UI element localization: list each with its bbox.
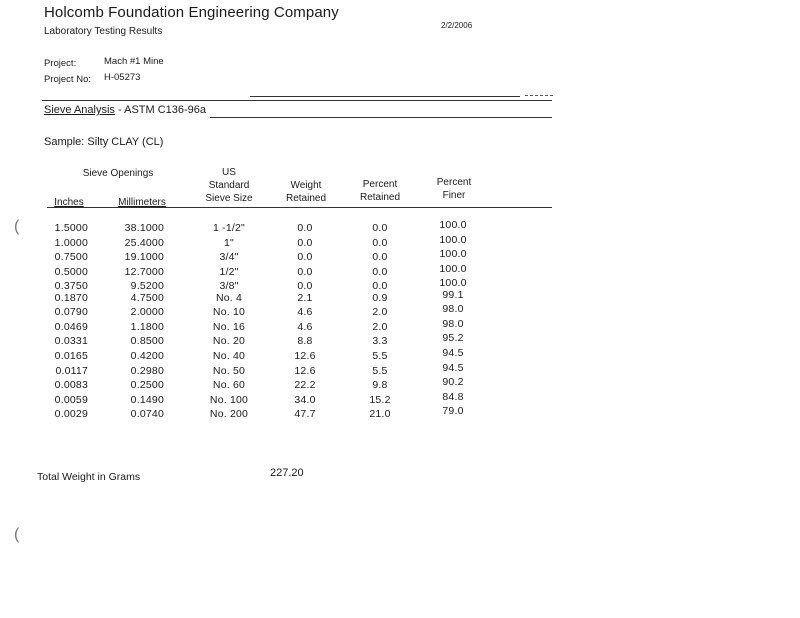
cell-inches: 1.5000 [54, 222, 88, 234]
cell-percent-retained: 3.3 [372, 335, 388, 348]
header-us-standard [196, 166, 262, 205]
cell-percent-retained: 2.0 [372, 320, 388, 333]
cell-inches: 0.3750 [54, 280, 88, 293]
cell-percent-retained: 9.8 [372, 379, 388, 392]
cell-weight: 0.0 [297, 236, 313, 249]
cell-weight: 34.0 [294, 393, 316, 406]
cell-percent-retained: 5.5 [372, 364, 388, 377]
header-percent-retained [350, 178, 410, 204]
cell-millimeters: 0.2980 [130, 364, 164, 377]
cell-sieve-size: No. 40 [212, 349, 246, 362]
cell-percent-retained: 15.2 [369, 393, 391, 406]
cell-inches: 0.0059 [54, 393, 88, 406]
cell-percent-finer: 94.5 [442, 361, 464, 374]
cell-weight: 0.0 [297, 265, 313, 278]
cell-weight: 0.0 [297, 251, 313, 264]
cell-percent-retained: 0.0 [372, 265, 388, 278]
project-number-label: Project No: [44, 74, 91, 85]
cell-sieve-size: 1 -1/2" [213, 222, 245, 234]
cell-sieve-size: No. 60 [212, 379, 246, 392]
section-standard: - ASTM C136-96a [114, 104, 207, 116]
cell-sieve-size: 1" [224, 236, 234, 249]
cell-sieve-size: 3/8" [219, 280, 239, 293]
section-title [44, 104, 206, 116]
cell-percent-retained: 5.5 [372, 349, 388, 362]
cell-weight: 2.1 [297, 291, 313, 304]
cell-sieve-size: No. 50 [212, 364, 246, 377]
header-millimeters: Millimeters [118, 197, 166, 208]
cell-millimeters: 2.0000 [130, 306, 164, 319]
cell-millimeters: 4.7500 [130, 291, 164, 304]
project-value: Mach #1 Mine [104, 56, 164, 67]
cell-millimeters: 12.7000 [124, 265, 164, 278]
cell-millimeters: 0.2500 [130, 379, 164, 392]
cell-inches: 0.0029 [54, 408, 88, 421]
cell-percent-retained: 21.0 [369, 408, 391, 421]
cell-millimeters: 25.4000 [124, 236, 164, 249]
cell-inches: 0.0790 [54, 306, 88, 319]
header-pctret-line1: Percent [362, 179, 398, 190]
cell-millimeters: 38.1000 [124, 222, 164, 234]
cell-weight: 4.6 [297, 320, 313, 333]
cell-percent-retained: 0.0 [372, 236, 388, 249]
cell-millimeters: 0.0740 [130, 408, 164, 421]
cell-inches: 0.1870 [54, 291, 88, 304]
header-rule-bottom [42, 100, 552, 101]
cell-percent-finer: 100.0 [439, 277, 467, 290]
sample-label: Sample: [44, 136, 85, 148]
header-weight-line2: Retained [285, 193, 327, 204]
cell-percent-finer: 100.0 [439, 219, 467, 231]
cell-percent-finer: 98.0 [442, 317, 464, 330]
cell-sieve-size: 1/2" [219, 265, 239, 278]
cell-percent-finer: 95.2 [442, 332, 464, 345]
cell-percent-finer: 84.8 [442, 390, 464, 403]
project-number-value: H-05273 [104, 72, 141, 83]
cell-percent-retained: 0.0 [372, 280, 388, 293]
cell-inches: 0.7500 [54, 251, 88, 264]
cell-percent-retained: 0.0 [372, 222, 388, 234]
header-percent-finer [424, 176, 484, 202]
cell-inches: 1.0000 [54, 236, 88, 249]
header-rule-dash [525, 95, 553, 96]
cell-percent-retained: 2.0 [372, 306, 388, 319]
cell-millimeters: 19.1000 [124, 251, 164, 264]
cell-percent-retained: 0.0 [372, 251, 388, 264]
cell-weight: 47.7 [294, 408, 316, 421]
cell-inches: 0.0117 [55, 364, 88, 377]
cell-weight: 0.0 [297, 280, 313, 293]
cell-inches: 0.0331 [54, 335, 88, 348]
cell-percent-finer: 90.2 [442, 376, 464, 389]
header-rule-top [250, 96, 520, 97]
cell-weight: 12.6 [294, 364, 316, 377]
cell-sieve-size: 3/4" [219, 251, 239, 264]
scan-punch-mark: ( [14, 526, 20, 543]
cell-millimeters: 0.4200 [130, 349, 164, 362]
cell-percent-retained: 0.9 [372, 291, 388, 304]
cell-weight: 8.8 [297, 335, 313, 348]
cell-percent-finer: 99.1 [442, 288, 464, 301]
header-pctfin-line2: Finer [442, 190, 466, 201]
cell-millimeters: 0.1490 [130, 393, 164, 406]
header-weight-retained [278, 179, 334, 205]
cell-sieve-size: No. 16 [212, 320, 246, 333]
header-us-line3: Sieve Size [205, 193, 253, 204]
header-pctfin-line1: Percent [436, 177, 472, 188]
cell-inches: 0.0469 [54, 320, 88, 333]
total-weight-value: 227.20 [270, 467, 304, 479]
sample-line [44, 136, 163, 148]
cell-millimeters: 9.5200 [130, 280, 164, 293]
cell-percent-finer: 100.0 [439, 248, 467, 261]
header-pctret-line2: Retained [359, 192, 401, 203]
cell-inches: 0.0165 [54, 349, 88, 362]
header-us-line1: US [222, 167, 236, 178]
cell-sieve-size: No. 4 [215, 291, 243, 304]
header-sieve-openings: Sieve Openings [82, 168, 154, 179]
cell-millimeters: 1.1800 [130, 320, 164, 333]
cell-inches: 0.5000 [54, 265, 88, 278]
report-subtitle: Laboratory Testing Results [44, 26, 163, 37]
cell-sieve-size: No. 200 [209, 408, 249, 421]
cell-sieve-size: No. 10 [212, 306, 246, 319]
report-date: 2/2/2006 [441, 21, 473, 30]
cell-sieve-size: No. 20 [212, 335, 246, 348]
cell-millimeters: 0.8500 [130, 335, 164, 348]
header-inches: Inches [54, 197, 84, 208]
cell-inches: 0.0083 [54, 379, 88, 392]
cell-percent-finer: 100.0 [439, 262, 467, 275]
project-label: Project: [44, 58, 77, 69]
cell-percent-finer: 94.5 [442, 346, 464, 359]
cell-weight: 12.6 [294, 349, 316, 362]
cell-percent-finer: 98.0 [442, 303, 464, 316]
cell-weight: 22.2 [294, 379, 316, 392]
scan-punch-mark: ( [14, 218, 20, 235]
table-header-rule [47, 207, 552, 208]
header-weight-line1: Weight [290, 180, 322, 191]
sample-value: Silty CLAY (CL) [87, 136, 164, 148]
cell-weight: 4.6 [297, 306, 313, 319]
cell-percent-finer: 100.0 [439, 233, 467, 246]
cell-percent-finer: 79.0 [442, 405, 464, 418]
section-underline [210, 117, 552, 118]
section-prefix: Sieve Analysis [44, 104, 115, 116]
header-us-line2: Standard [208, 180, 250, 191]
total-weight-label: Total Weight in Grams [37, 471, 141, 483]
cell-weight: 0.0 [297, 222, 313, 234]
cell-sieve-size: No. 100 [209, 393, 249, 406]
company-name: Holcomb Foundation Engineering Company [44, 4, 339, 21]
